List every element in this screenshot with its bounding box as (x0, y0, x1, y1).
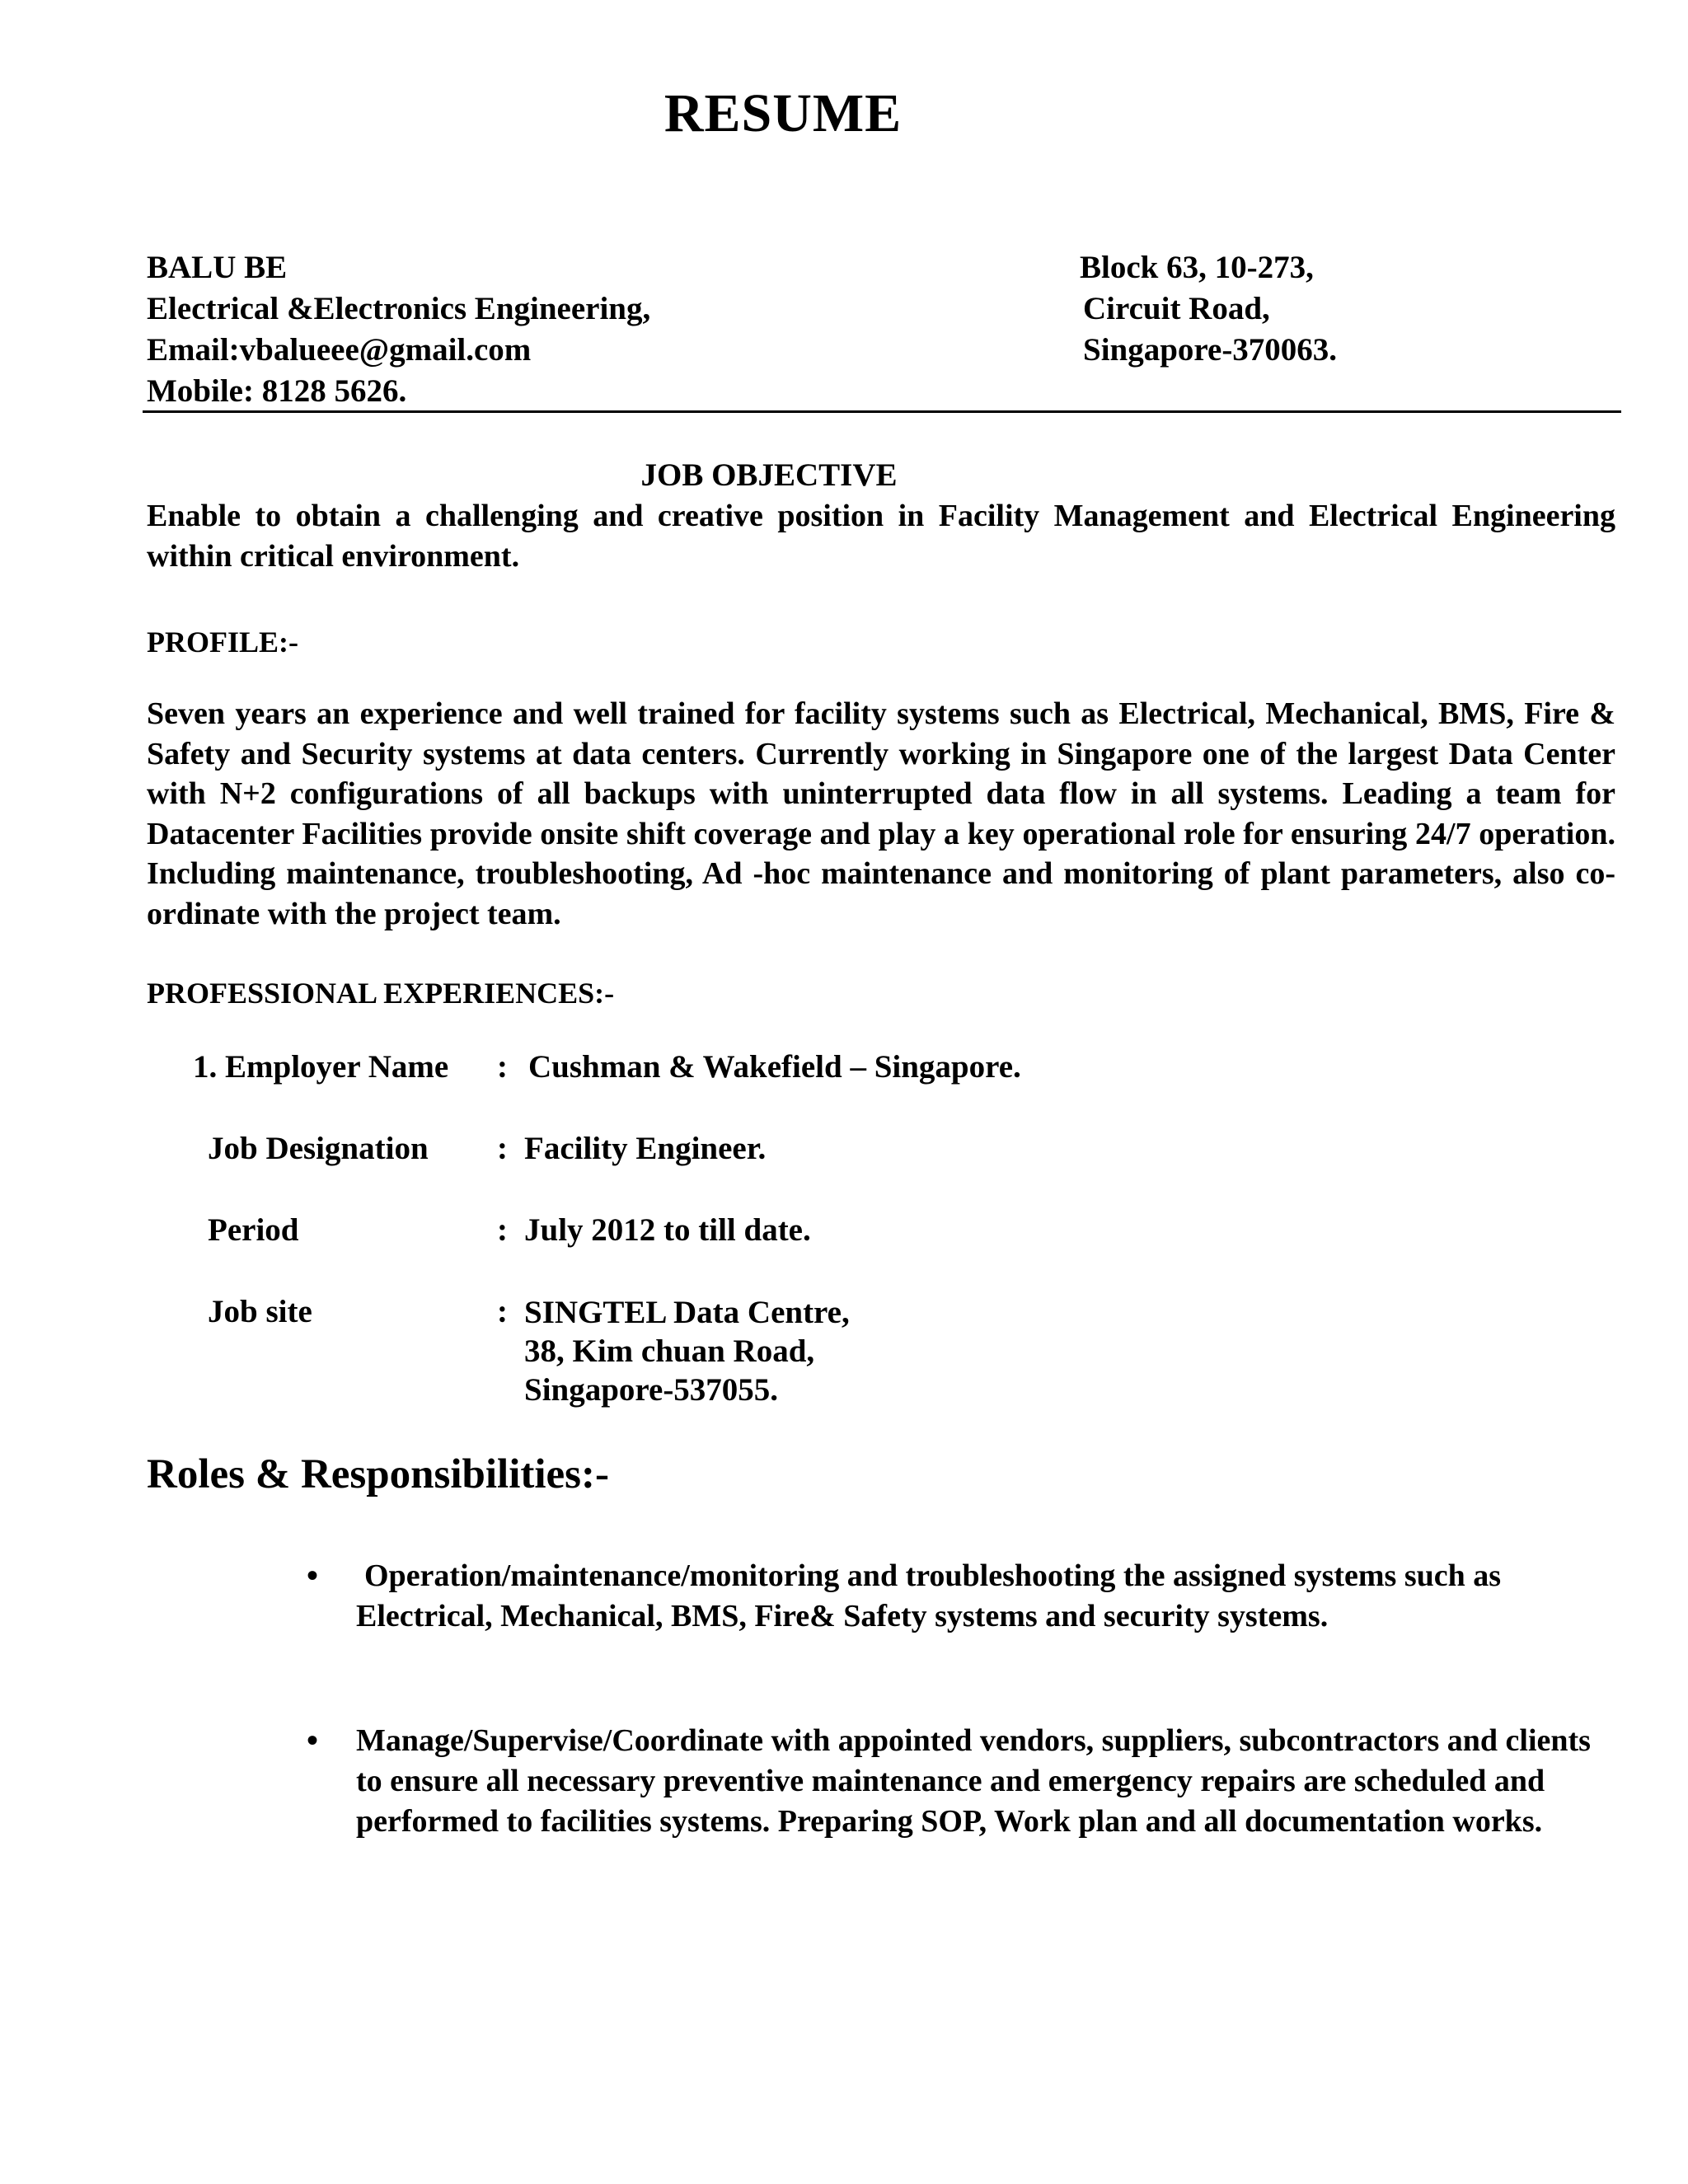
address-line: Singapore-370063. (1083, 332, 1338, 368)
candidate-mobile: Mobile: 8128 5626. (147, 373, 407, 409)
site-line: Singapore-537055. (524, 1372, 779, 1408)
address-line: Circuit Road, (1083, 291, 1270, 326)
period-value: July 2012 to till date. (524, 1212, 811, 1248)
candidate-degree: Electrical &Electronics Engineering, (147, 291, 651, 326)
roles-heading: Roles & Responsibilities:- (147, 1451, 609, 1497)
experience-heading: PROFESSIONAL EXPERIENCES:- (147, 977, 615, 1010)
site-label: Job site (208, 1294, 312, 1329)
header-divider (143, 410, 1621, 413)
field-separator: : (497, 1049, 508, 1085)
profile-heading: PROFILE:- (147, 626, 298, 658)
field-separator: : (497, 1131, 508, 1166)
candidate-name: BALU BE (147, 250, 288, 285)
objective-heading: JOB OBJECTIVE (640, 457, 898, 493)
objective-text: Enable to obtain a challenging and creative position in Facility Management and Electrical Engineering within critical environment. (147, 499, 1615, 574)
bullet-icon: • (307, 1557, 319, 1594)
address-line: Block 63, 10-273, (1080, 250, 1314, 285)
employer-label: 1. Employer Name (193, 1049, 449, 1085)
contact-block (147, 247, 650, 412)
designation-value: Facility Engineer. (524, 1131, 767, 1166)
candidate-email: Email:vbalueee@gmail.com (147, 332, 532, 368)
field-separator: : (497, 1294, 508, 1329)
site-line: SINGTEL Data Centre, (524, 1295, 850, 1330)
responsibility-text: Manage/Supervise/Coordinate with appointed vendors, suppliers, subcontractors and clients to ensure all necessary preventive maintenance and emergency repairs are scheduled and performed to facilities systems. Preparing SOP, Work plan and all documentation works. (356, 1723, 1591, 1839)
profile-text: Seven years an experience and well trained for facility systems such as Electrical, Mechanical, BMS, Fire & Safety and Security systems at data centers. Currently working in Singapore one of the largest Data Center with N+2 configurations of all backups with uninterrupted data flow in all systems. Leading a team for Datacenter Facilities provide onsite shift coverage and play a key operational role for ensuring 24/7 operation. Including maintenance, troubleshooting, Ad -hoc maintenance and monitoring of plant parameters, also co-ordinate with the project team. (147, 696, 1615, 931)
period-label: Period (208, 1212, 299, 1248)
employer-value: Cushman & Wakefield – Singapore. (528, 1049, 1021, 1085)
site-line: 38, Kim chuan Road, (524, 1333, 815, 1369)
bullet-icon: • (307, 1722, 319, 1759)
address-block (1080, 247, 1337, 371)
site-value (524, 1293, 850, 1409)
page-title: RESUME (663, 83, 903, 143)
responsibility-text: Operation/maintenance/monitoring and troubleshooting the assigned systems such as Electrical, Mechanical, BMS, Fire& Safety systems and security systems. (356, 1558, 1502, 1633)
field-separator: : (497, 1212, 508, 1248)
designation-label: Job Designation (208, 1131, 429, 1166)
